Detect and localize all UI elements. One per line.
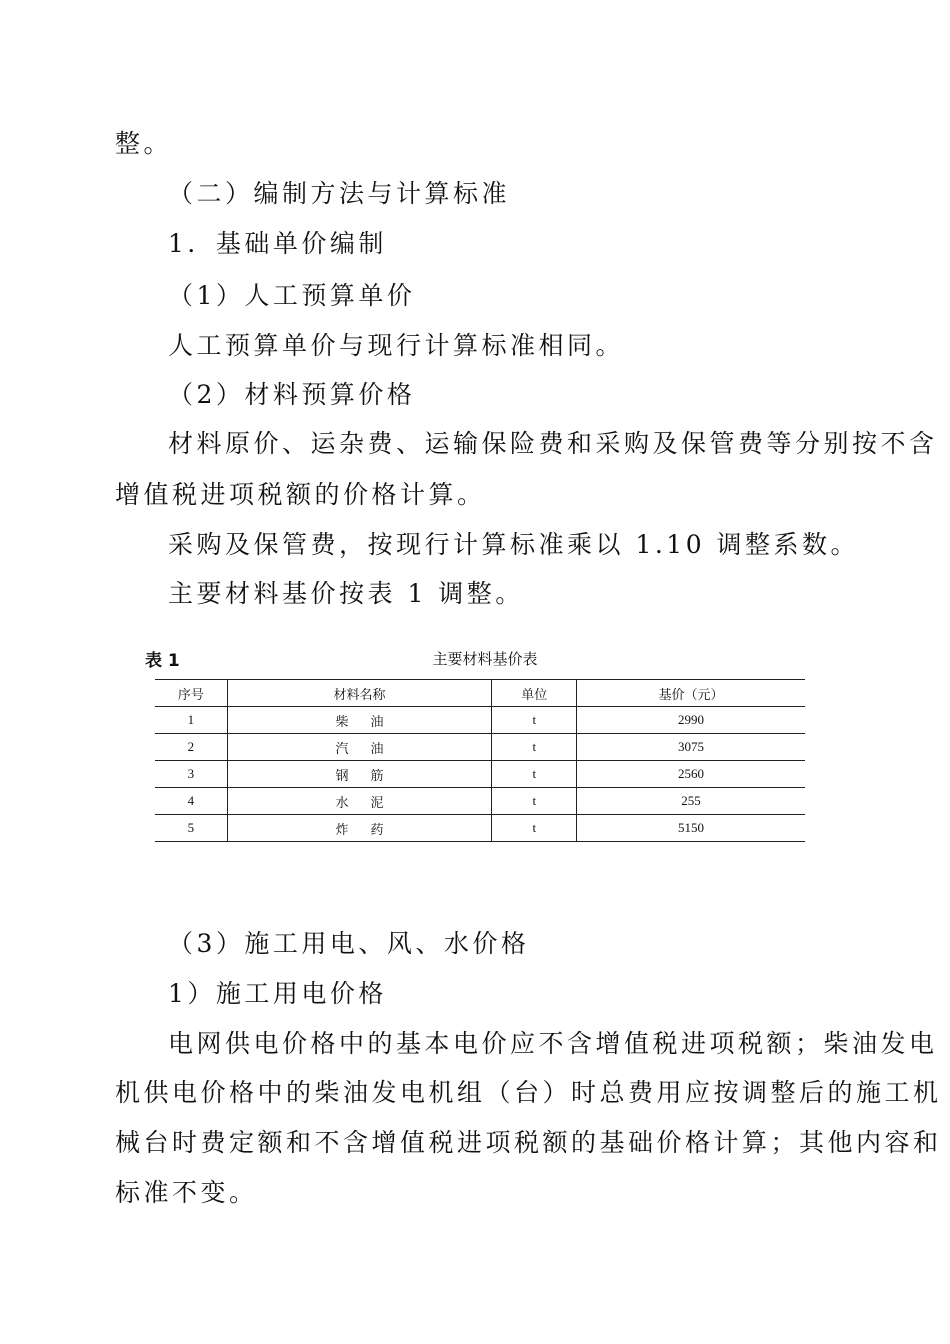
table-row: [155, 815, 805, 842]
table-row: [155, 734, 805, 761]
material-name: 水泥: [335, 794, 406, 810]
paragraph-line: 标准不变。: [115, 1178, 258, 1207]
table-row: [155, 761, 805, 788]
cell-index: 3: [155, 761, 227, 788]
cell-index: 5: [155, 815, 227, 842]
header-unit: 单位: [492, 680, 577, 707]
header-base-price: 基价（元）: [577, 680, 805, 707]
material-name: 钢筋: [335, 767, 406, 783]
table-header-row: [155, 680, 805, 707]
paragraph-line: 采购及保管费，按现行计算标准乘以 1.10 调整系数。: [168, 530, 860, 559]
cell-price: 3075: [577, 734, 805, 761]
cell-index: 1: [155, 707, 227, 734]
header-material-name: 材料名称: [227, 680, 492, 707]
table-title: 主要材料基价表: [432, 650, 538, 668]
cell-price: 255: [577, 788, 805, 815]
header-index: 序号: [155, 680, 227, 707]
item-heading: （1）人工预算单价: [168, 281, 416, 310]
subsection-heading: 1．基础单价编制: [168, 229, 387, 258]
paragraph-line: 人工预算单价与现行计算标准相同。: [168, 331, 625, 360]
cell-unit: t: [492, 815, 577, 842]
table-row: [155, 707, 805, 734]
paragraph-line: 机供电价格中的柴油发电机组（台）时总费用应按调整后的施工机: [115, 1078, 942, 1107]
cell-material: [227, 761, 492, 788]
paragraph-line: 主要材料基价按表 1 调整。: [168, 579, 524, 608]
section-heading: （二）编制方法与计算标准: [168, 179, 511, 208]
paragraph-line: 材料原价、运杂费、运输保险费和采购及保管费等分别按不含: [168, 429, 938, 458]
material-name: 汽油: [335, 740, 406, 756]
cell-material: [227, 815, 492, 842]
item-heading: （3）施工用电、风、水价格: [168, 929, 530, 958]
cell-price: 5150: [577, 815, 805, 842]
cell-material: [227, 788, 492, 815]
paragraph-line: 电网供电价格中的基本电价应不含增值税进项税额；柴油发电: [168, 1029, 938, 1058]
cell-index: 4: [155, 788, 227, 815]
material-name: 炸药: [335, 821, 406, 837]
table-row: [155, 788, 805, 815]
material-name: 柴油: [335, 713, 406, 729]
sub-item-heading: 1）施工用电价格: [168, 979, 387, 1008]
cell-unit: t: [492, 734, 577, 761]
paragraph-line: 整。: [115, 129, 173, 158]
item-heading: （2）材料预算价格: [168, 380, 416, 409]
cell-unit: t: [492, 761, 577, 788]
cell-unit: t: [492, 788, 577, 815]
cell-unit: t: [492, 707, 577, 734]
cell-index: 2: [155, 734, 227, 761]
materials-table: [155, 679, 805, 842]
paragraph-line: 增值税进项税额的价格计算。: [115, 480, 486, 509]
paragraph-line: 械台时费定额和不含增值税进项税额的基础价格计算；其他内容和: [115, 1128, 942, 1157]
cell-material: [227, 707, 492, 734]
table-label: 表 1: [145, 651, 180, 671]
cell-material: [227, 734, 492, 761]
cell-price: 2990: [577, 707, 805, 734]
cell-price: 2560: [577, 761, 805, 788]
